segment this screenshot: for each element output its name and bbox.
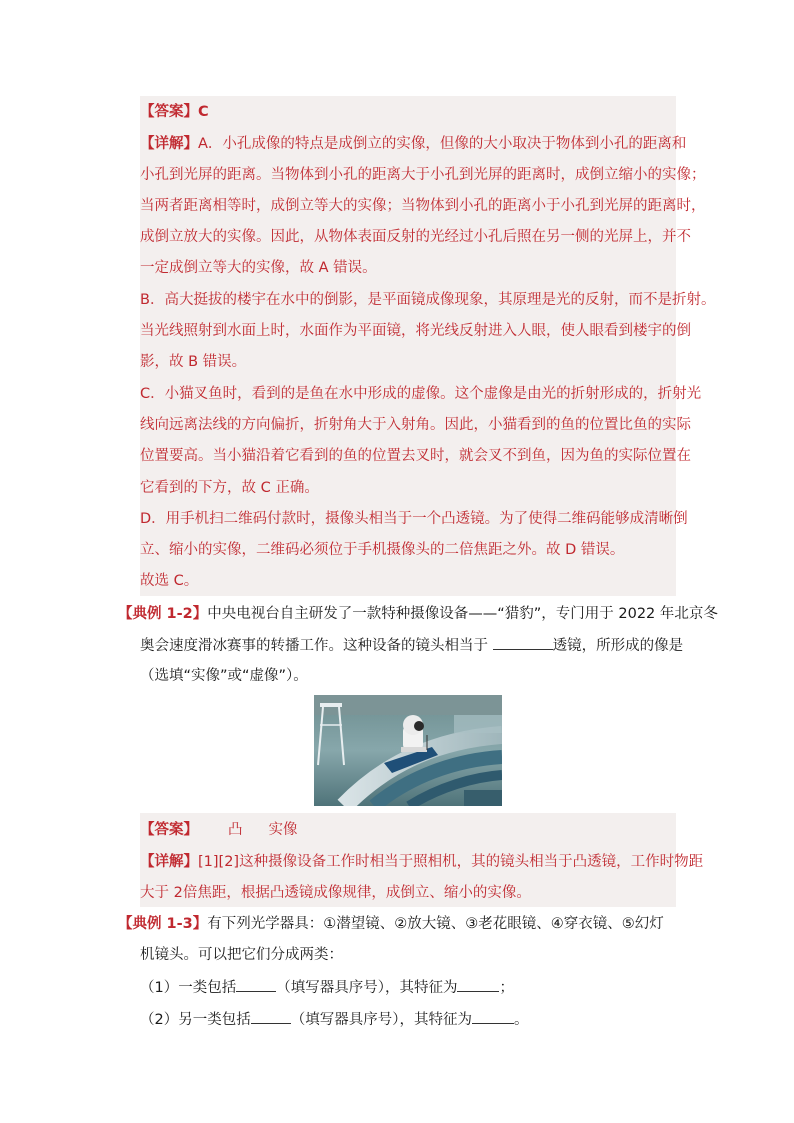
answer-2-value-1: 凸: [228, 822, 243, 838]
item-1-text-b: （填写器具序号），其特征为: [276, 980, 458, 996]
detail-line-9: C．小猫叉鱼时，看到的是鱼在水中形成的虚像。这个虚像是由光的折射形成的，折射光: [140, 386, 702, 402]
detail-line-4: 成倒立放大的实像。因此，从物体表面反射的光经过小孔后照在另一侧的光屏上，并不: [140, 229, 691, 245]
item-2-text-b: （填写器具序号），其特征为: [290, 1012, 472, 1028]
blank-5[interactable]: [472, 1009, 514, 1024]
detail-label: 【详解】: [140, 136, 198, 152]
detail-line-2: 小孔到光屏的距离。当物体到小孔的距离大于小孔到光屏的距离时，成倒立缩小的实像；: [140, 167, 706, 183]
detail-line-8: 影，故 B 错误。: [140, 354, 247, 370]
example-3-line-2: 机镜头。可以把它们分成两类：: [140, 947, 343, 963]
detail-line-10: 线向远离法线的方向偏折，折射角大于入射角。因此，小猫看到的鱼的位置比鱼的实际: [140, 417, 691, 433]
example-3-tag: 【典例 1-3】: [118, 916, 208, 932]
example-3-item-2: [140, 1009, 528, 1030]
answer-2-label: 【答案】: [140, 822, 198, 838]
answer-2-detail-2: 大于 2倍焦距，根据凸透镜成像规律，成倒立、缩小的实像。: [140, 885, 531, 901]
example-3-item-1: [140, 977, 514, 998]
answer-2-detail-text: [1][2]这种摄像设备工作时相当于照相机，其的镜头相当于凸透镜，工作时物距: [198, 854, 704, 870]
blank-1[interactable]: [493, 635, 553, 650]
item-2-text-c: 。: [513, 1012, 529, 1028]
answer-2-value-2: 实像: [268, 822, 298, 838]
example-2-line-2: [140, 635, 683, 656]
example-2-line-3: （选填“实像”或“虚像”）。: [140, 668, 308, 684]
detail-line-14: 立、缩小的实像，二维码必须位于手机摄像头的二倍焦距之外。故 D 错误。: [140, 542, 625, 558]
item-2-text-a: （2）另一类包括: [140, 1012, 251, 1028]
answer-2-detail-1: [140, 852, 703, 872]
example-2-tag: 【典例 1-2】: [118, 606, 208, 622]
camera-rail-photo: [314, 695, 502, 806]
answer-label: 【答案】: [140, 104, 198, 120]
answer-1-line: [140, 102, 209, 122]
blank-2[interactable]: [236, 977, 276, 992]
detail-line-11: 位置要高。当小猫沿着它看到的鱼的位置去叉时，就会叉不到鱼，因为鱼的实际位置在: [140, 448, 691, 464]
blank-3[interactable]: [457, 977, 499, 992]
example-3-line-1: [118, 914, 664, 934]
detail-line-5: 一定成倒立等大的实像，故 A 错误。: [140, 260, 377, 276]
detail-line-1: [140, 134, 686, 154]
detail-line-6: B．高大挺拔的楼宇在水中的倒影，是平面镜成像现象，其原理是光的反射，而不是折射。: [140, 292, 716, 308]
answer-2-line: [140, 820, 298, 840]
item-1-text-a: （1）一类包括: [140, 980, 237, 996]
item-1-text-c: ；: [499, 980, 514, 996]
detail-line-3: 当两者距离相等时，成倒立等大的实像；当物体到小孔的距离小于小孔到光屏的距离时，: [140, 198, 706, 214]
example-3-text: 有下列光学器具：①潜望镜、②放大镜、③老花眼镜、④穿衣镜、⑤幻灯: [207, 916, 664, 932]
answer-2-detail-label: 【详解】: [140, 854, 198, 870]
detail-text: A．小孔成像的特点是成倒立的实像，但像的大小取决于物体到小孔的距离和: [198, 136, 687, 152]
detail-line-15: 故选 C。: [140, 573, 199, 589]
answer-value: C: [198, 104, 209, 120]
example-2-text-a: 奥会速度滑冰赛事的转播工作。这种设备的镜头相当于: [140, 638, 493, 654]
detail-line-12: 它看到的下方，故 C 正确。: [140, 480, 319, 496]
detail-line-7: 当光线照射到水面上时，水面作为平面镜，将光线反射进入人眼，使人眼看到楼宇的倒: [140, 323, 691, 339]
example-2-text: 中央电视台自主研发了一款特种摄像设备——“猎豹”，专门用于 2022 年北京冬: [207, 606, 718, 622]
blank-4[interactable]: [251, 1009, 291, 1024]
detail-line-13: D．用手机扫二维码付款时，摄像头相当于一个凸透镜。为了使得二维码能够成清晰倒: [140, 511, 688, 527]
example-2-line-1: [118, 604, 718, 624]
example-2-text-b: 透镜，所形成的像是: [552, 638, 684, 654]
